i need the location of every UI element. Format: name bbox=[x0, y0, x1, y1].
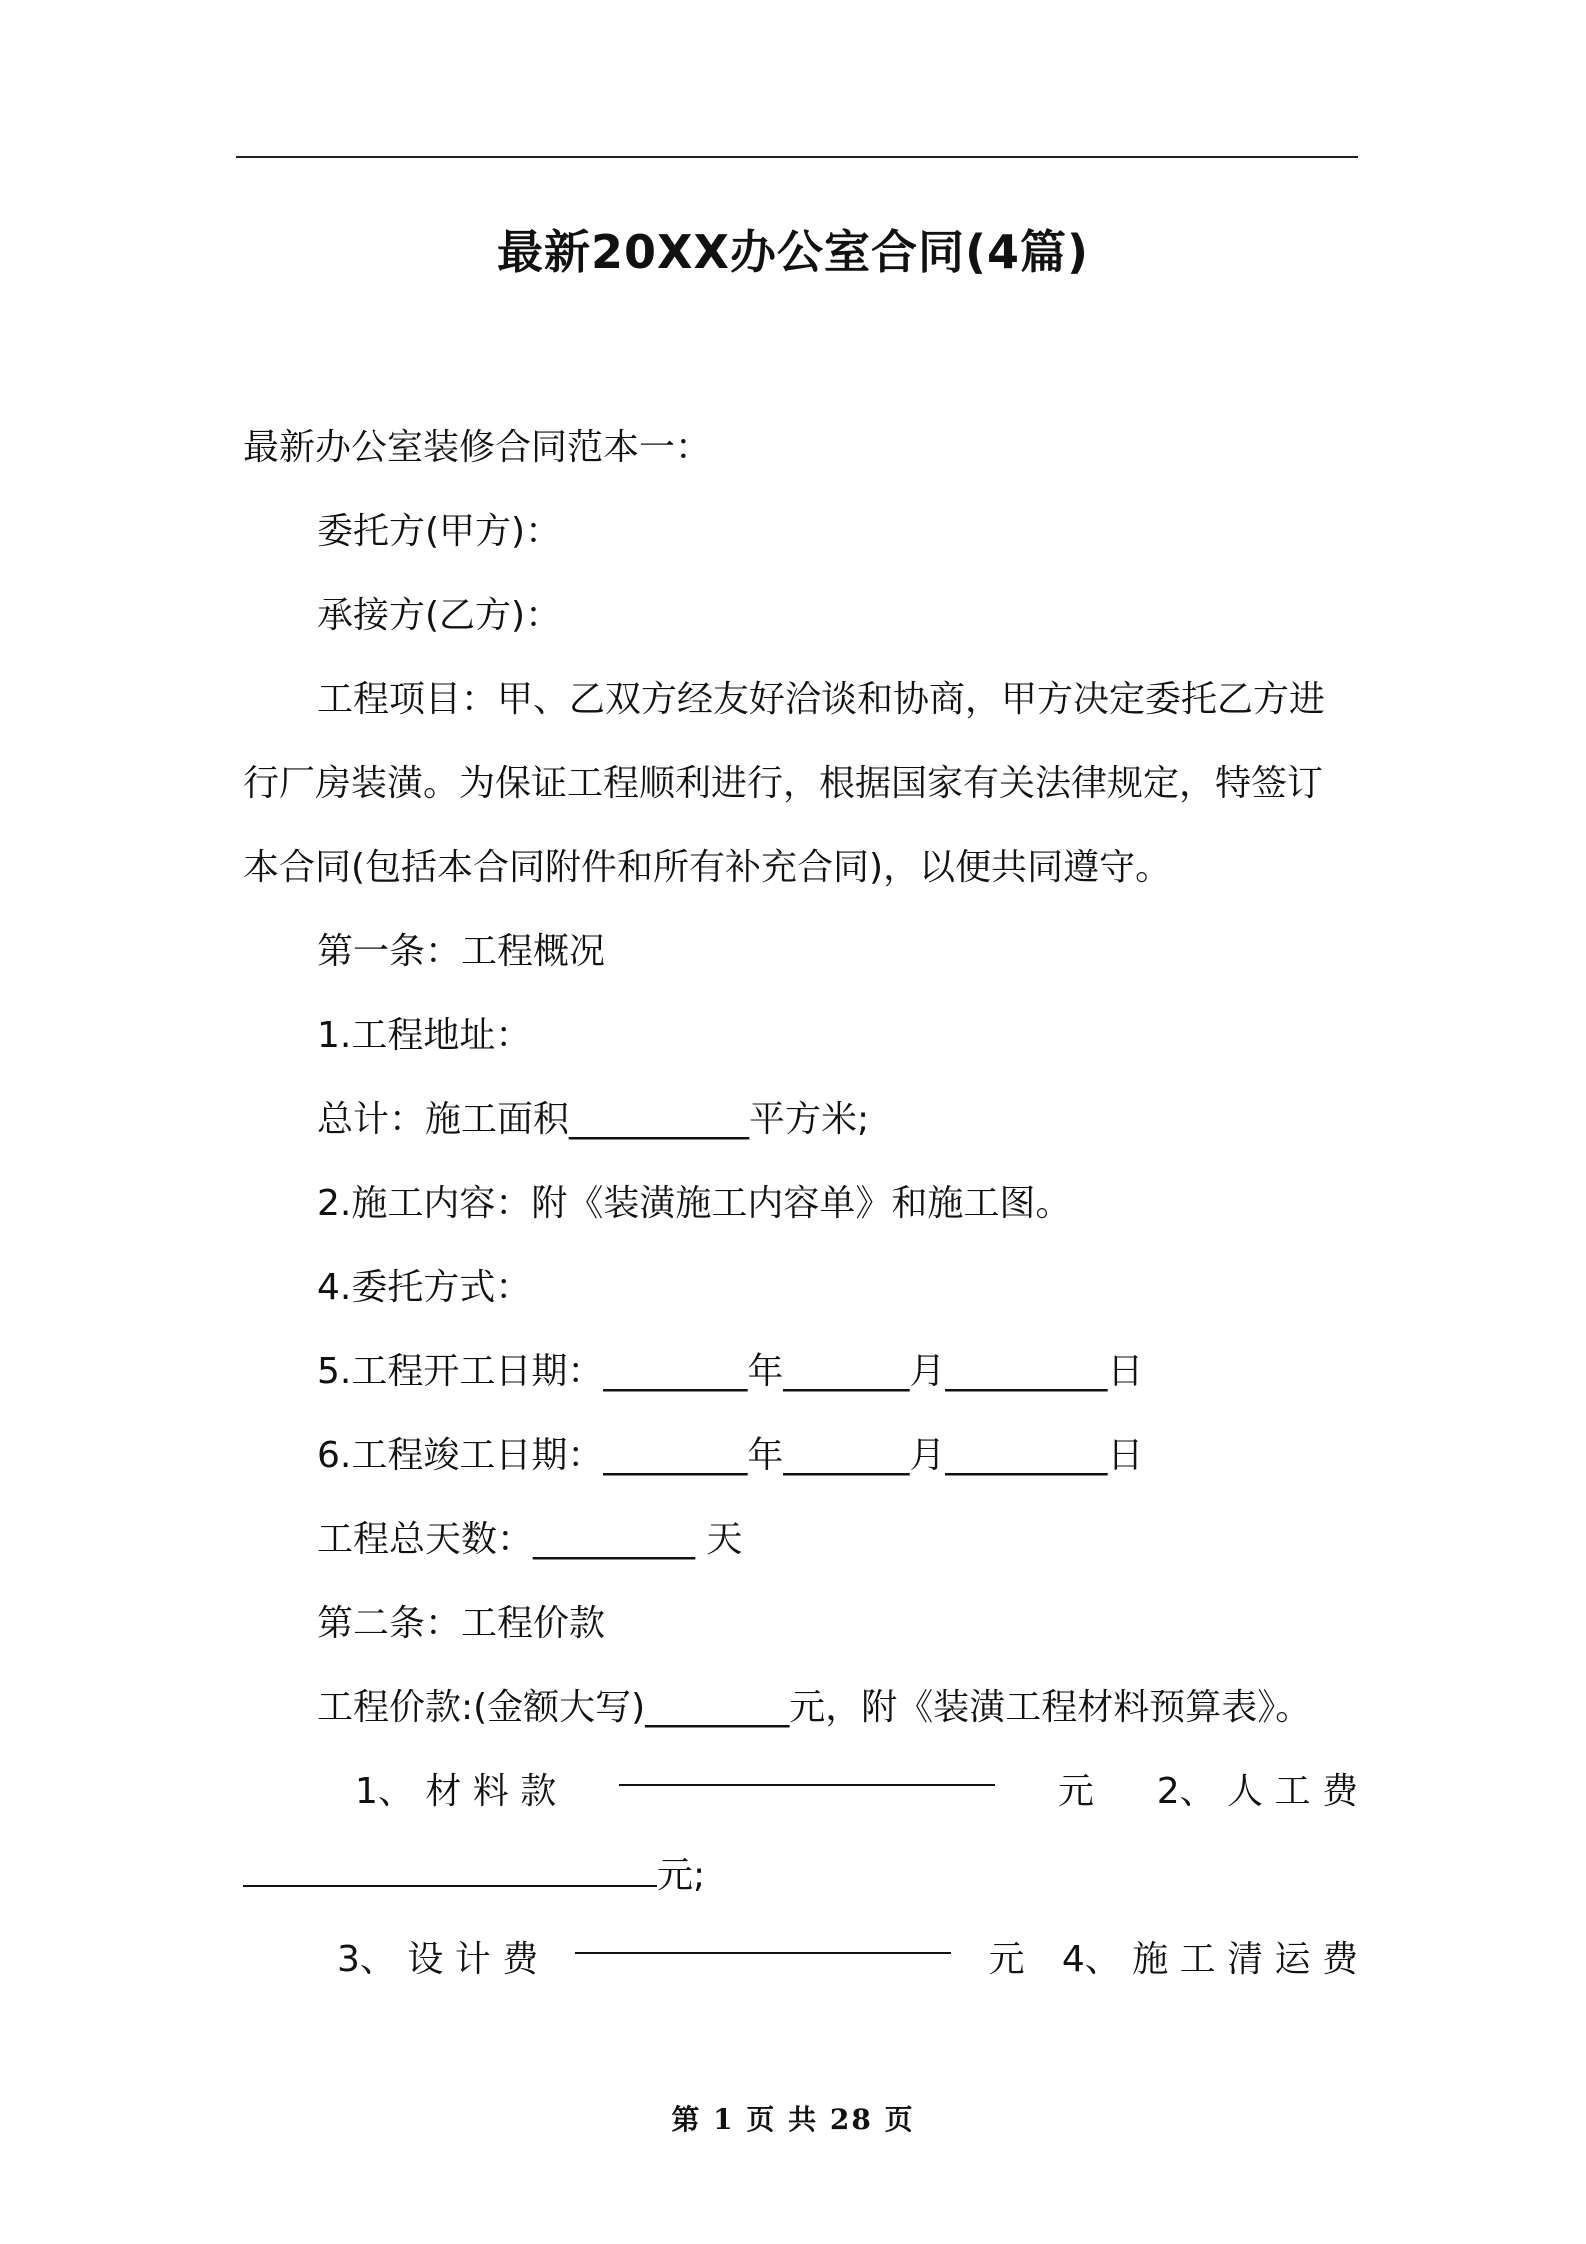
start-date-item: 5.工程开工日期：________年_______月_________日 bbox=[317, 1351, 1144, 1392]
article-1-title: 第一条：工程概况 bbox=[317, 931, 606, 972]
document-body bbox=[243, 406, 1358, 2002]
project-paragraph-line-2: 行厂房装潢。为保证工程顺利进行，根据国家有关法律规定，特签订 bbox=[243, 763, 1324, 804]
project-paragraph-line-1: 工程项目：甲、乙双方经友好洽谈和协商，甲方决定委托乙方进 bbox=[317, 679, 1326, 720]
design-fee-label: 3、 设 计 费 bbox=[337, 1939, 539, 1980]
project-address-item: 1.工程地址： bbox=[317, 1015, 532, 1056]
labor-fee-label: 2、 人 工 费 bbox=[1156, 1771, 1358, 1812]
header-divider bbox=[236, 156, 1358, 158]
completion-date-item: 6.工程竣工日期：________年_______月_________日 bbox=[317, 1435, 1144, 1476]
total-days-item: 工程总天数：_________ 天 bbox=[317, 1519, 743, 1560]
fee-line-2 bbox=[243, 1834, 1358, 1918]
material-fee-unit: 元 bbox=[1057, 1771, 1094, 1812]
section-heading: 最新办公室装修合同范本一： bbox=[243, 427, 712, 468]
construction-content-item: 2.施工内容：附《装潢施工内容单》和施工图。 bbox=[317, 1183, 1072, 1224]
material-fee-label: 1、 材 料 款 bbox=[355, 1771, 557, 1812]
document-title: 最新20XX办公室合同(4篇) bbox=[497, 225, 1089, 279]
commission-method-item: 4.委托方式： bbox=[317, 1267, 532, 1308]
cleanup-fee-label: 4、 施 工 清 运 费 bbox=[1061, 1939, 1358, 1980]
design-fee-blank bbox=[575, 1918, 951, 1954]
price-line: 工程价款:(金额大写)________元，附《装潢工程材料预算表》。 bbox=[317, 1687, 1312, 1728]
fee-line-1 bbox=[243, 1750, 1358, 1834]
labor-fee-unit: 元; bbox=[657, 1855, 706, 1896]
page-indicator: 第 1 页 共 28 页 bbox=[671, 2103, 915, 2136]
material-fee-blank bbox=[619, 1750, 995, 1786]
fee-line-3 bbox=[243, 1918, 1358, 2002]
article-2-title: 第二条：工程价款 bbox=[317, 1603, 606, 1644]
project-paragraph-line-3: 本合同(包括本合同附件和所有补充合同)，以便共同遵守。 bbox=[243, 847, 1172, 888]
client-label: 委托方(甲方)： bbox=[317, 511, 562, 552]
contractor-label: 承接方(乙方)： bbox=[317, 595, 562, 636]
labor-fee-blank bbox=[243, 1851, 657, 1887]
total-area-item: 总计：施工面积__________平方米; bbox=[317, 1099, 870, 1140]
design-fee-unit: 元 bbox=[988, 1939, 1025, 1980]
